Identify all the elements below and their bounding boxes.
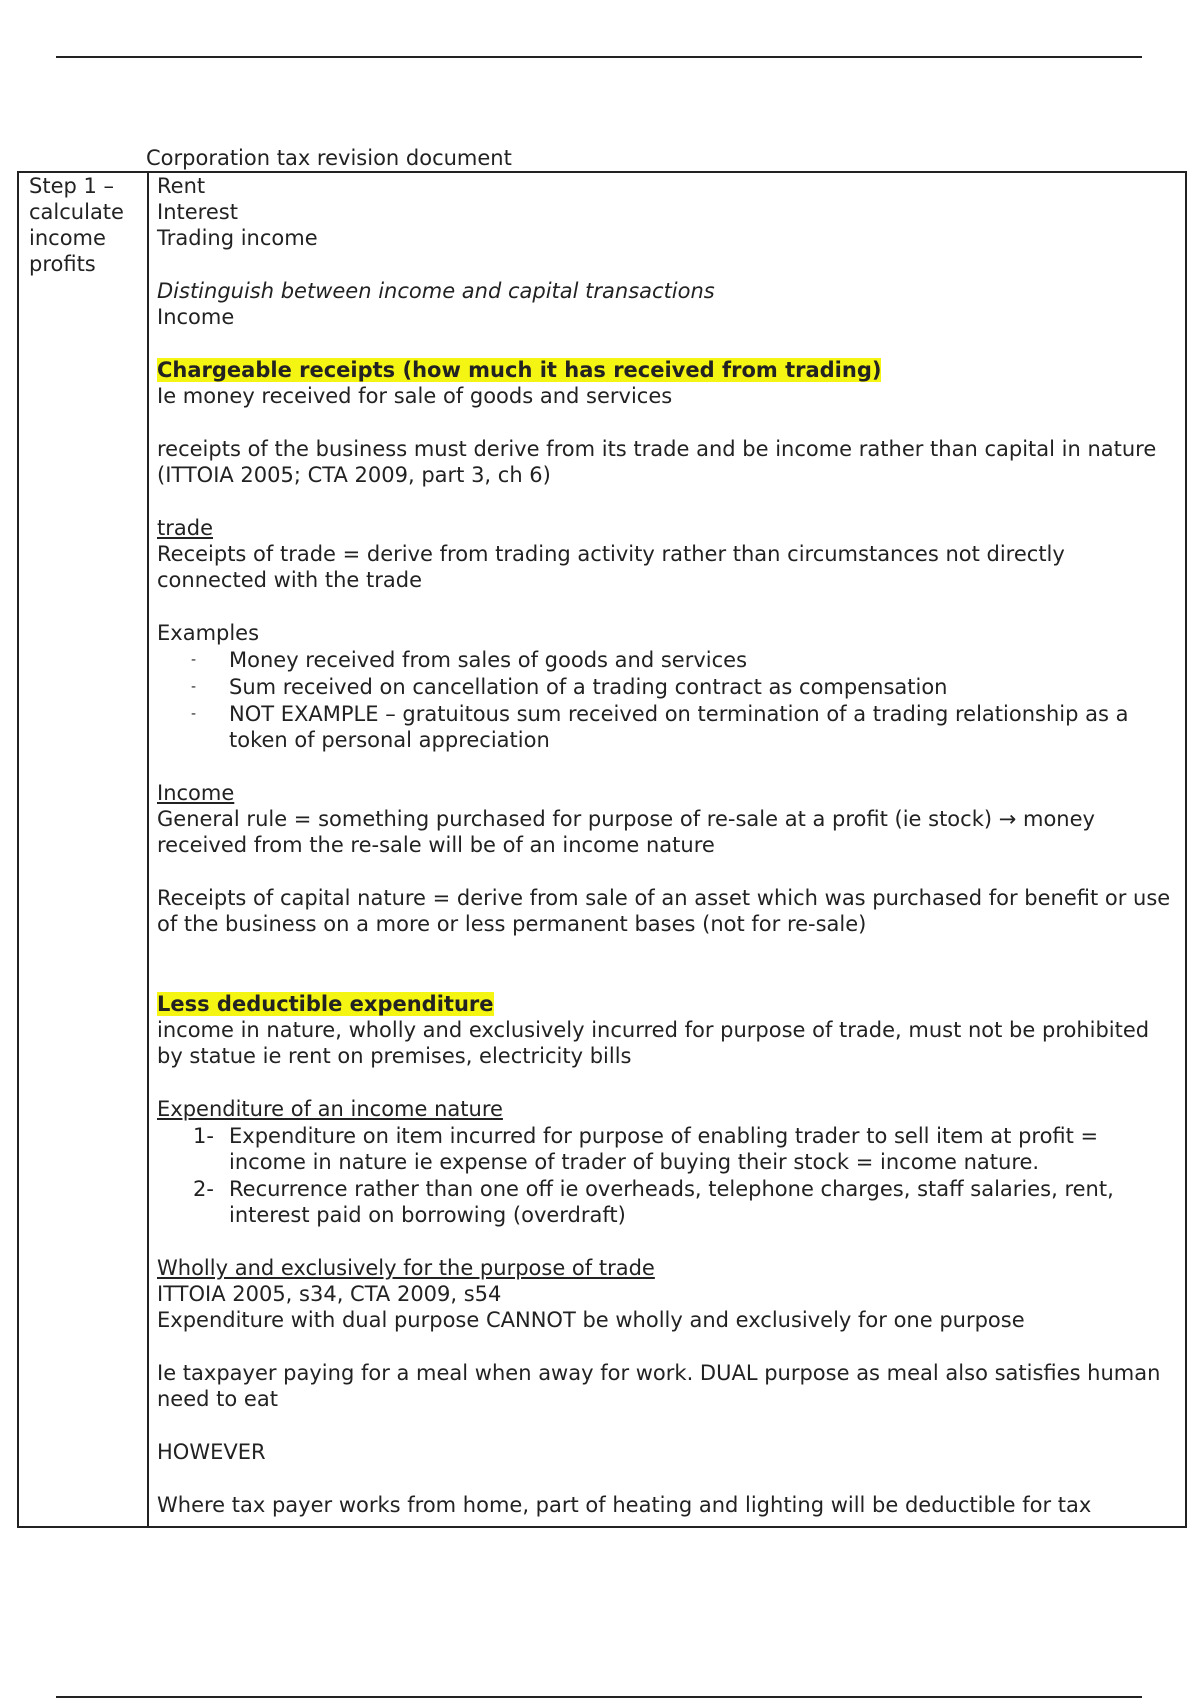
examples-label: Examples — [157, 621, 260, 645]
meal-example: Ie taxpayer paying for a meal when away for work. DUAL purpose as meal also satisfies human need to eat — [157, 1361, 1161, 1411]
income-heading: Income — [157, 781, 235, 805]
capital-nature: Receipts of capital nature = derive from sale of an asset which was purchased for benefit or use of the business on a more or less permanent bases (not for re-sale) — [157, 886, 1171, 936]
content-cell — [157, 173, 1175, 1518]
footer-rule — [56, 1696, 1142, 1698]
list-item: - Sum received on cancellation of a trading contract as compensation — [191, 675, 948, 699]
trade-desc: Receipts of trade = derive from trading activity rather than circumstances not directly connected with the trade — [157, 542, 1065, 592]
general-rule: General rule = something purchased for purpose of re-sale at a profit (ie stock) → money received from the re-sale will be of an income nature — [157, 807, 1095, 857]
list-item: 2- Recurrence rather than one off ie overheads, telephone charges, staff salaries, rent, interest paid on borrowing (overdraft) — [193, 1177, 1114, 1227]
list-item: - Money received from sales of goods and services — [191, 648, 748, 672]
home-work-note: Where tax payer works from home, part of heating and lighting will be deductible for tax — [157, 1493, 1092, 1517]
dash-bullet-icon: - — [191, 679, 197, 695]
document-title: Corporation tax revision document — [146, 146, 512, 170]
expenditure-list — [157, 1123, 1175, 1228]
chargeable-receipts-desc: Ie money received for sale of goods and services — [157, 384, 673, 408]
intro-item-rent: Rent — [157, 174, 206, 198]
dash-bullet-icon: - — [191, 706, 197, 722]
trade-heading: trade — [157, 516, 213, 540]
wholly-desc: Expenditure with dual purpose CANNOT be wholly and exclusively for one purpose — [157, 1308, 1025, 1332]
header-rule — [56, 56, 1142, 58]
deductible-expenditure-heading: Less deductible expenditure — [157, 992, 494, 1016]
wholly-statute: ITTOIA 2005, s34, CTA 2009, s54 — [157, 1282, 502, 1306]
however-label: HOWEVER — [157, 1440, 266, 1464]
income-label: Income — [157, 305, 235, 329]
column-divider — [147, 173, 149, 1526]
dash-bullet-icon: - — [191, 652, 197, 668]
chargeable-receipts-heading: Chargeable receipts (how much it has received from trading) — [157, 358, 882, 382]
list-item: 1- Expenditure on item incurred for purpose of enabling trader to sell item at profit = income in nature ie expense of trader of buying their stock = income nature. — [193, 1124, 1099, 1174]
distinguish-note: Distinguish between income and capital transactions — [157, 279, 715, 303]
wholly-exclusively-heading: Wholly and exclusively for the purpose of trade — [157, 1256, 655, 1280]
intro-item-interest: Interest — [157, 200, 238, 224]
examples-list — [157, 647, 1175, 753]
intro-item-trading-income: Trading income — [157, 226, 318, 250]
revision-table — [17, 171, 1187, 1528]
expenditure-income-heading: Expenditure of an income nature — [157, 1097, 503, 1121]
step-label: Step 1 – calculate income profits — [29, 174, 124, 276]
list-item: - NOT EXAMPLE – gratuitous sum received on termination of a trading relationship as a token of personal appreciation — [191, 702, 1129, 752]
deductible-expenditure-desc: income in nature, wholly and exclusively incurred for purpose of trade, must not be prohibited by statue ie rent on premises, electricity bills — [157, 1018, 1150, 1068]
receipts-rule: receipts of the business must derive from its trade and be income rather than capital in nature (ITTOIA 2005; CTA 2009, part 3, ch 6) — [157, 437, 1157, 487]
